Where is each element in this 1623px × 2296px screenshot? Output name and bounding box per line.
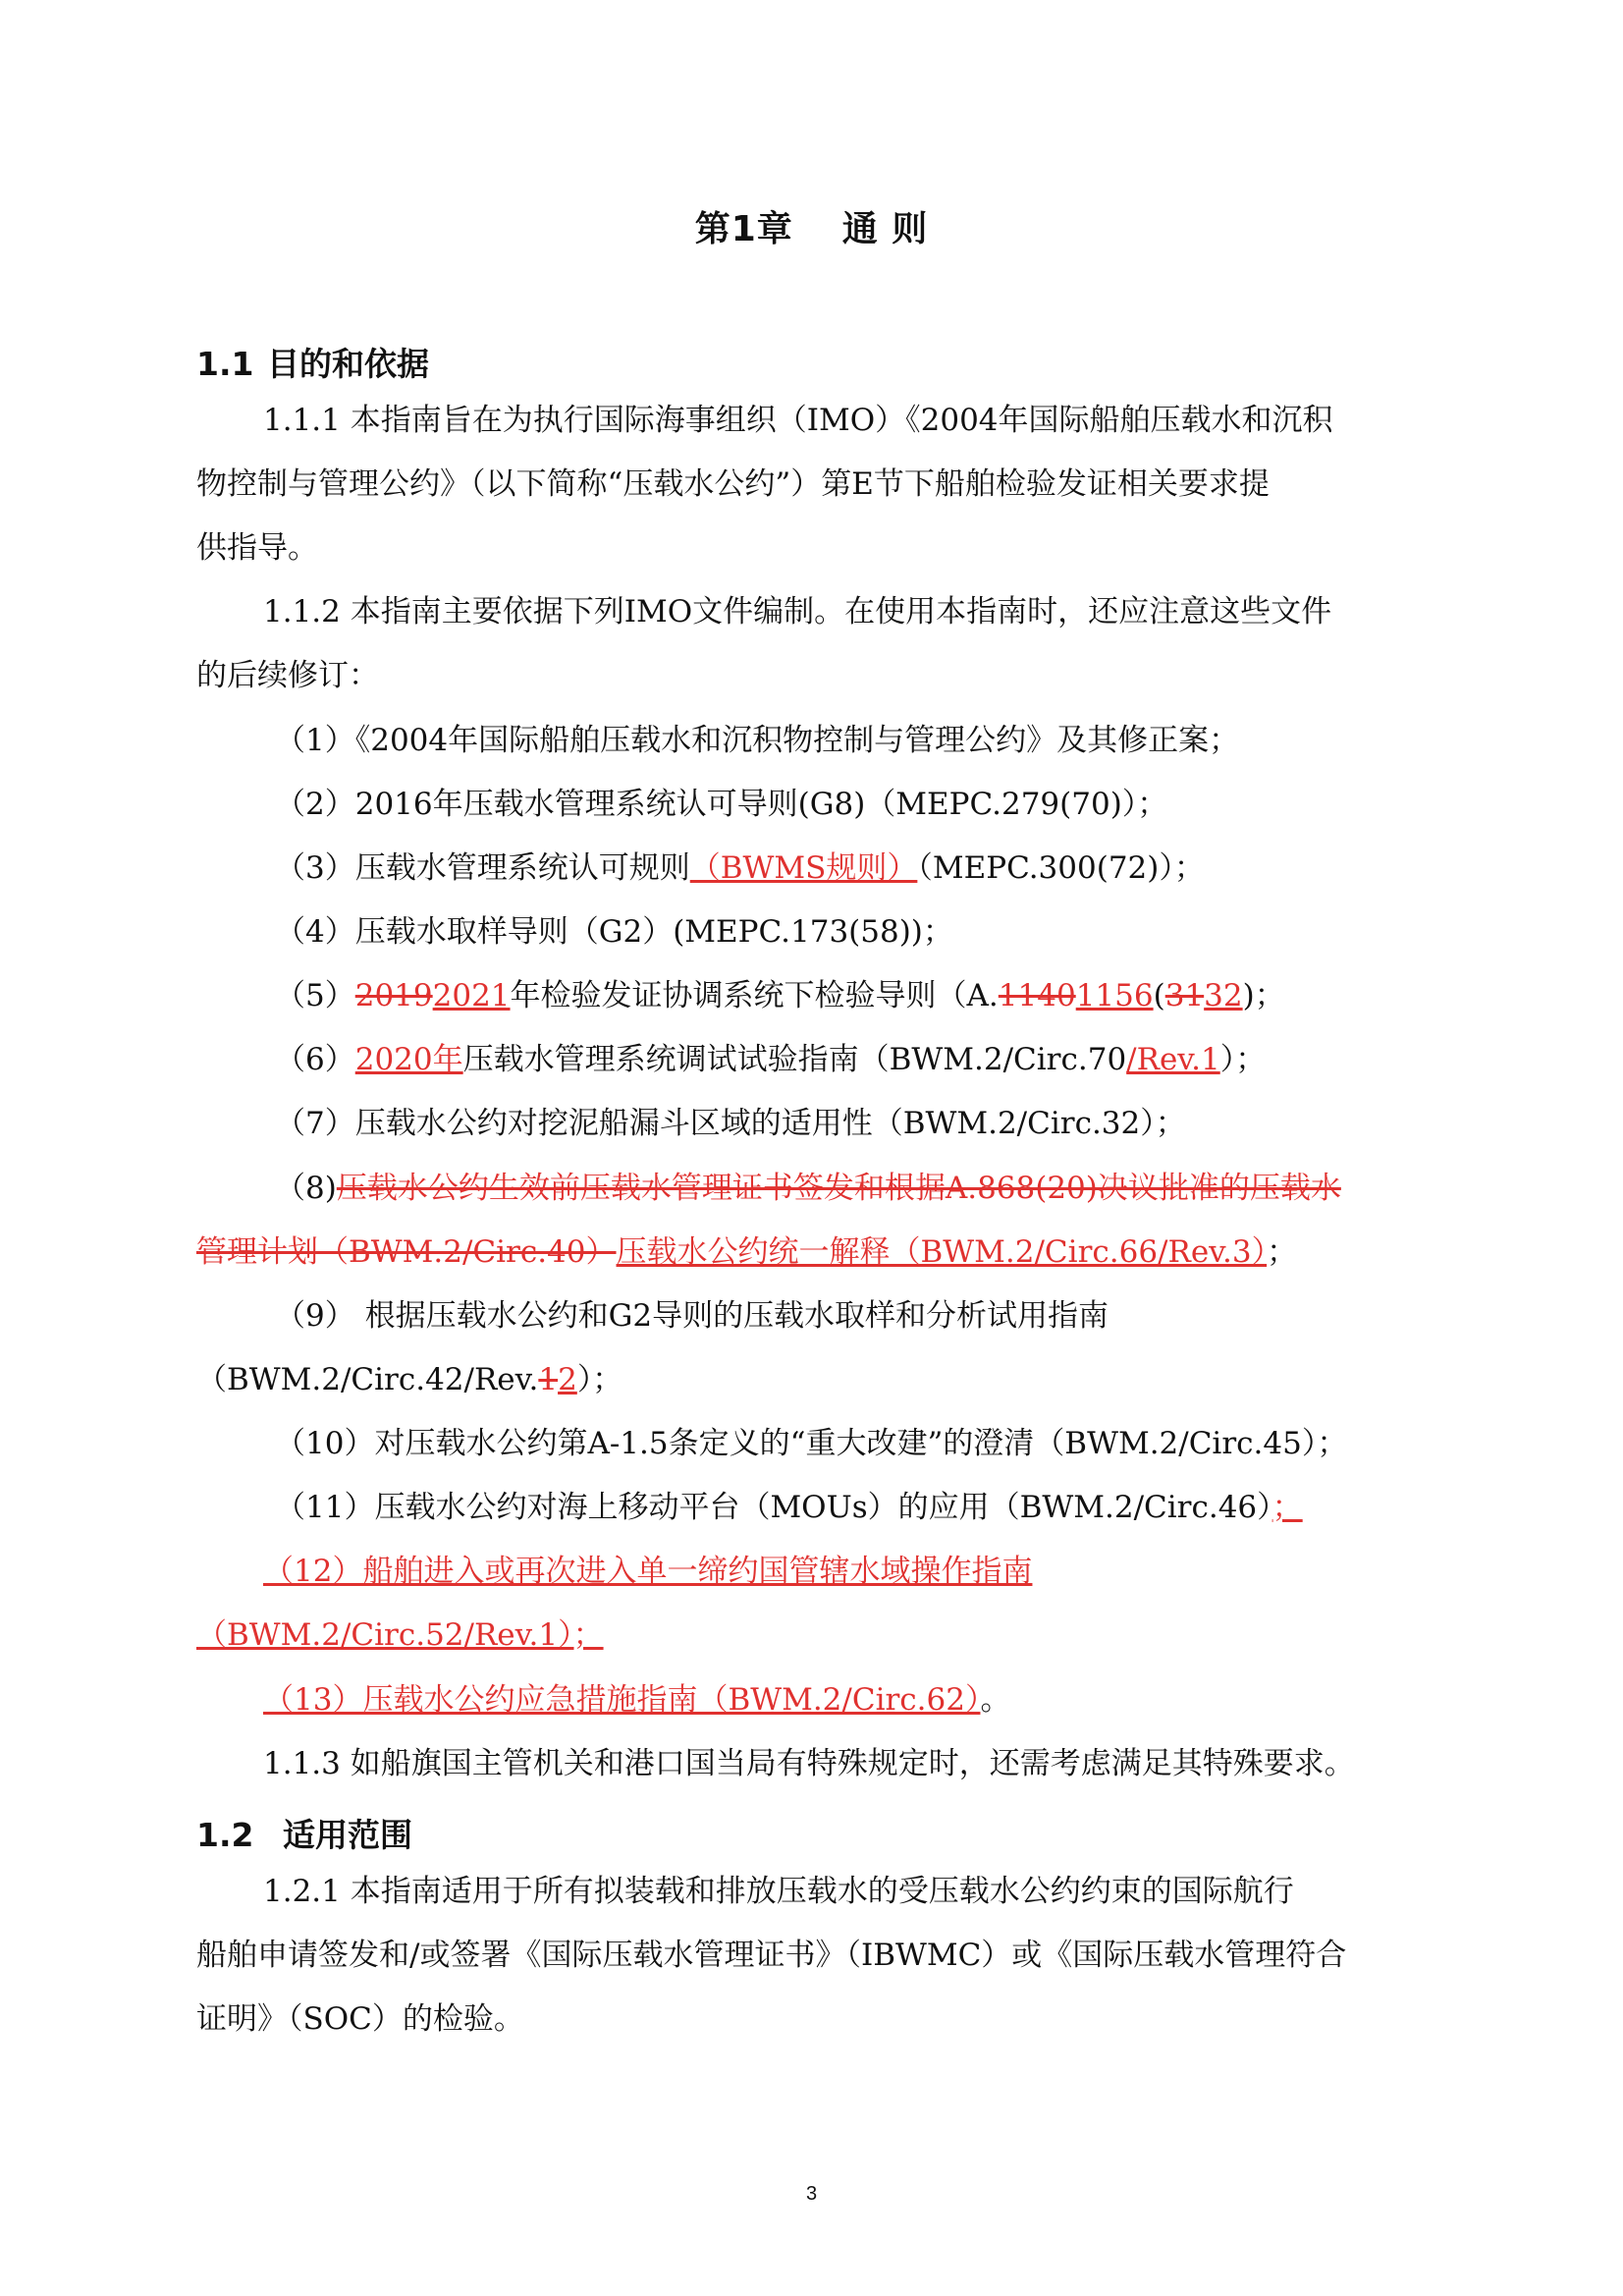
- section-heading-1-2: [196, 1810, 412, 1856]
- list-item-7: （7）压载水公约对挖泥船漏斗区域的适用性（BWM.2/Circ.32）；: [275, 1106, 1186, 1141]
- list-item-text: ）；: [1219, 1042, 1267, 1077]
- section-title: 适用范围: [283, 1816, 412, 1854]
- paragraph-1-1-1-line1: 1.1.1 本指南旨在为执行国际海事组织（IMO）《2004年国际船舶压载水和沉积: [263, 403, 1333, 438]
- list-item-5: [275, 976, 1512, 1015]
- inserted-text: （BWMS规则）: [689, 850, 918, 886]
- paragraph-1-1-2-line1: 1.1.2 本指南主要依据下列IMO文件编制。在使用本指南时，还应注意这些文件: [263, 594, 1332, 629]
- paragraph-1-2-1-line2: 船舶申请签发和/或签署《国际压载水管理证书》（IBWMC）或《国际压载水管理符合: [196, 1938, 1347, 1973]
- inserted-text: /Rev.1: [1126, 1042, 1220, 1077]
- section-number: 1.1: [196, 345, 254, 383]
- paragraph-1-2-1-line1: 1.2.1 本指南适用于所有拟装载和排放压载水的受压载水公约约束的国际航行: [263, 1874, 1294, 1909]
- list-item-text: 压载水管理系统调试试验指南（BWM.2/Circ.70: [462, 1042, 1127, 1077]
- inserted-text: ；: [1271, 1490, 1303, 1525]
- list-item-text: （MEPC.300(72)）；: [917, 850, 1205, 886]
- paragraph-1-1-1-line2: 物控制与管理公约》（以下简称“压载水公约”）第E节下船舶检验发证相关要求提: [196, 466, 1270, 502]
- inserted-text: 2021: [432, 978, 511, 1013]
- list-item-3: [275, 848, 1512, 888]
- section-number: 1.2: [196, 1816, 254, 1854]
- list-item-text: 。: [980, 1682, 1011, 1718]
- deleted-text: 31: [1164, 978, 1205, 1013]
- inserted-text: 压载水公约统一解释（BWM.2/Circ.66/Rev.3）: [616, 1234, 1268, 1270]
- list-item-9-line2: [196, 1360, 1434, 1399]
- list-item-9-line1: （9） 根据压载水公约和G2导则的压载水取样和分析试用指南: [275, 1298, 1109, 1334]
- list-item-text: （8): [275, 1171, 337, 1206]
- inserted-text: （13）压载水公约应急措施指南（BWM.2/Circ.62）: [263, 1682, 981, 1718]
- list-item-12-line1: [263, 1552, 1500, 1591]
- section-title: 目的和依据: [267, 345, 429, 383]
- section-heading-1-1: [196, 339, 429, 385]
- page-number: 3: [805, 2183, 818, 2205]
- list-item-text: （6）: [275, 1042, 355, 1077]
- chapter-heading: [0, 201, 1623, 251]
- list-item-11: [275, 1488, 1512, 1527]
- inserted-text: 2020年: [354, 1042, 463, 1077]
- paragraph-1-1-3: 1.1.3 如船旗国主管机关和港口国当局有特殊规定时，还需考虑满足其特殊要求。: [263, 1746, 1355, 1781]
- inserted-text: （12）船舶进入或再次进入单一缔约国管辖水域操作指南: [263, 1554, 1033, 1589]
- deleted-text: 2019: [354, 978, 433, 1013]
- list-item-6: [275, 1040, 1512, 1079]
- paragraph-1-1-1-line3: 供指导。: [196, 530, 318, 566]
- list-item-text: （11）压载水公约对海上移动平台（MOUs）的应用（BWM.2/Circ.46）: [275, 1490, 1272, 1525]
- deleted-text: 1: [538, 1362, 559, 1397]
- inserted-text: （BWM.2/Circ.52/Rev.1）；: [196, 1617, 604, 1653]
- chapter-number: 第1章: [694, 209, 793, 249]
- list-item-text: ；: [1267, 1234, 1298, 1270]
- list-item-12-line2: [196, 1615, 1434, 1655]
- list-item-1: （1）《2004年国际船舶压载水和沉积物控制与管理公约》及其修正案；: [275, 723, 1240, 758]
- list-item-text: （BWM.2/Circ.42/Rev.: [196, 1362, 539, 1397]
- inserted-text: 1156: [1075, 978, 1154, 1013]
- paragraph-1-2-1-line3: 证明》（SOC）的检验。: [196, 2001, 524, 2037]
- list-item-8-line2: [196, 1232, 1434, 1272]
- list-item-10: （10）对压载水公约第A-1.5条定义的“重大改建”的澄清（BWM.2/Circ.45）；: [275, 1426, 1348, 1461]
- list-item-text: (: [1153, 978, 1165, 1013]
- list-item-4: （4）压载水取样导则（G2）(MEPC.173(58))；: [275, 914, 953, 950]
- deleted-text: 1140: [998, 978, 1076, 1013]
- chapter-title: 通 则: [841, 209, 929, 249]
- list-item-8-line1: [275, 1169, 1512, 1208]
- list-item-13: [263, 1680, 1500, 1720]
- list-item-2: （2）2016年压载水管理系统认可导则(G8)（MEPC.279(70)）；: [275, 787, 1168, 822]
- deleted-text: 管理计划（BWM.2/Circ.40）: [196, 1234, 617, 1270]
- list-item-text: )；: [1242, 978, 1285, 1013]
- inserted-text: 2: [558, 1362, 577, 1397]
- inserted-text: 32: [1204, 978, 1243, 1013]
- list-item-text: （3）压载水管理系统认可规则: [275, 850, 690, 886]
- paragraph-1-1-2-line2: 的后续修订：: [196, 658, 379, 693]
- list-item-text: 年检验发证协调系统下检验导则（A.: [510, 978, 999, 1013]
- list-item-text: ）；: [576, 1362, 623, 1397]
- list-item-text: （5）: [275, 978, 355, 1013]
- deleted-text: 压载水公约生效前压载水管理证书签发和根据A.868(20)决议批准的压载水: [336, 1171, 1341, 1206]
